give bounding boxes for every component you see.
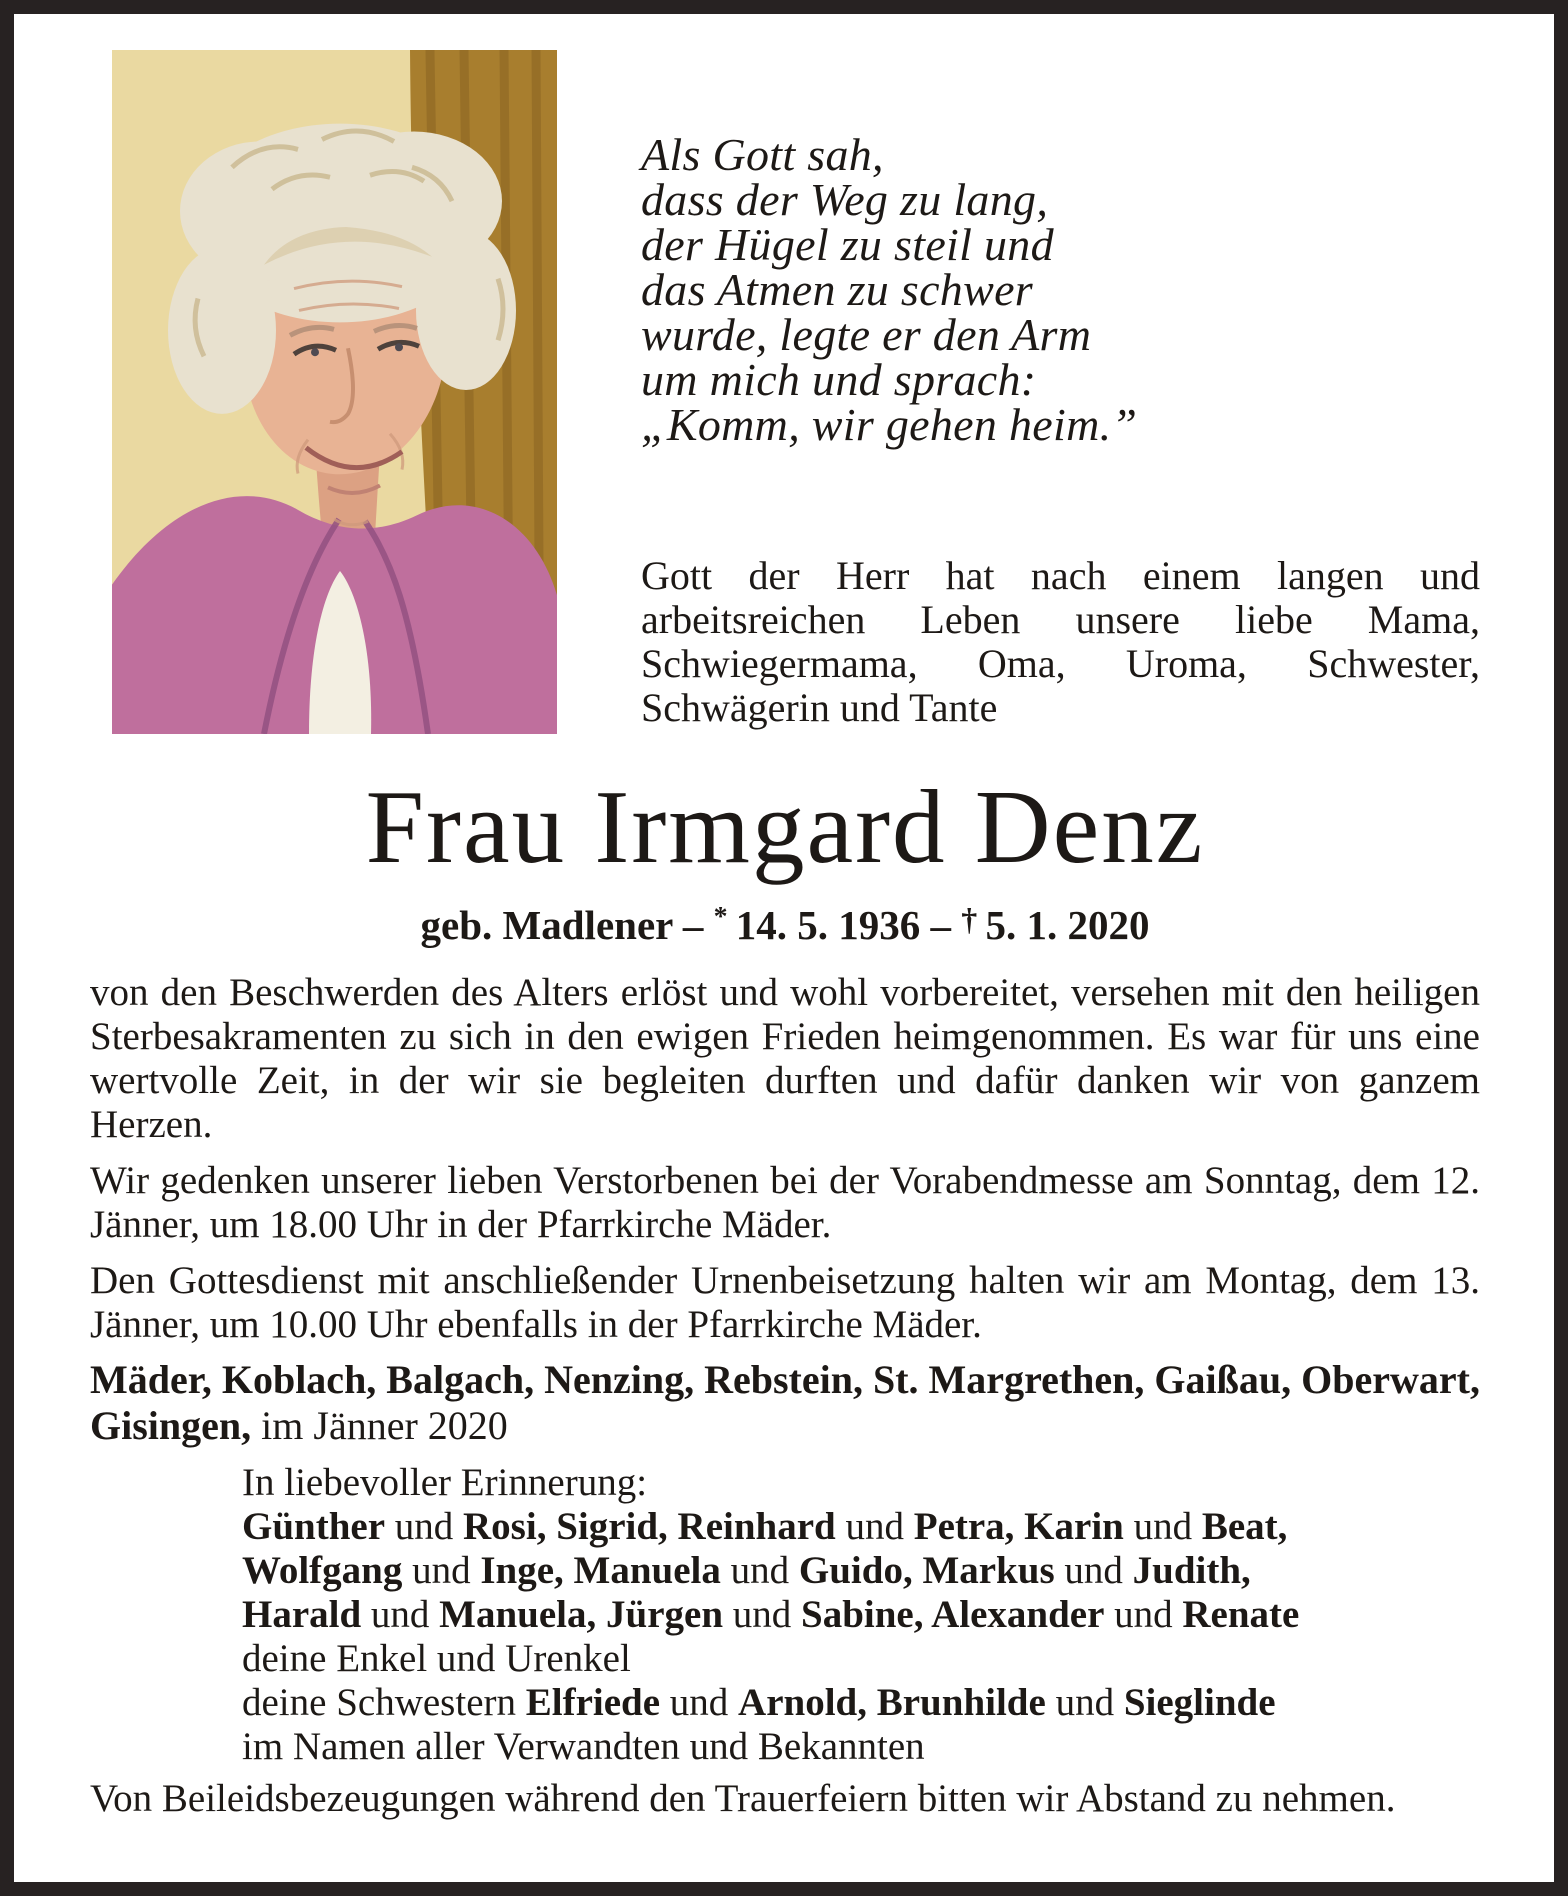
poem-line: dass der Weg zu lang, (641, 174, 1049, 225)
poem-line: das Atmen zu schwer (641, 264, 1034, 315)
memorial-names-line: Wolfgang und Inge, Manuela und Guido, Markus und Judith, (242, 1548, 1251, 1592)
memorial-sisters-line: deine Schwestern Elfriede und Arnold, Brunhilde und Sieglinde (242, 1680, 1276, 1724)
poem-line: Als Gott sah, (641, 129, 884, 180)
intro-text: Gott der Herr hat nach einem langen und arbeitsreichen Leben unsere liebe Mama, Schwiegermama, Oma, Uroma, Schwester, Schwägerin und Tante (641, 553, 1480, 730)
deceased-name: Frau Irmgard Denz (365, 768, 1205, 885)
memorial-section (242, 1461, 1480, 1769)
poem-line: wurde, legte er den Arm (641, 309, 1092, 360)
memorial-names-line: Harald und Manuela, Jürgen und Sabine, Alexander und Renate (242, 1592, 1300, 1636)
right-column (641, 50, 1480, 736)
paragraph-death-notice: von den Beschwerden des Alters erlöst und wohl vorbereitet, versehen mit den heiligen Sterbesakramenten zu sich in den ewigen Frieden heimgenommen. Es war für uns eine wertvolle Zeit, in der wir sie begleiten durften und dafür danken wir von ganzem Herzen. (90, 970, 1480, 1146)
memorial-poem (641, 129, 1480, 450)
birth-death-line: geb. Madlener – * 14. 5. 1936 – † 5. 1. 2020 (420, 901, 1150, 948)
places-line: Mäder, Koblach, Balgach, Nenzing, Rebstein, St. Margrethen, Gaißau, Oberwart, Gisingen, im Jänner 2020 (90, 1356, 1480, 1448)
paragraph-vigil-mass: Wir gedenken unserer lieben Verstorbenen bei der Vorabendmesse am Sonntag, dem 12. Jänner, um 18.00 Uhr in der Pfarrkirche Mäder. (90, 1158, 1480, 1246)
memorial-heading: In liebevoller Erinnerung: (242, 1460, 648, 1504)
memorial-names-line: Günther und Rosi, Sigrid, Reinhard und Petra, Karin und Beat, (242, 1504, 1288, 1548)
memorial-relatives-line: deine Enkel und Urenkel (242, 1636, 631, 1680)
poem-line: der Hügel zu steil und (641, 219, 1054, 270)
top-section (90, 50, 1480, 736)
portrait-photo (112, 50, 557, 734)
portrait-illustration (112, 50, 557, 734)
poem-line: um mich und sprach: (641, 354, 1037, 405)
memorial-closing-line: im Namen aller Verwandten und Bekannten (242, 1724, 925, 1768)
condolence-note: Von Beileidsbezeugungen während den Trauerfeiern bitten wir Abstand zu nehmen. (90, 1776, 1396, 1820)
paragraph-funeral-service: Den Gottesdienst mit anschließender Urnenbeisetzung halten wir am Montag, dem 13. Jänner, um 10.00 Uhr ebenfalls in der Pfarrkirche Mäder. (90, 1258, 1480, 1346)
poem-line: „Komm, wir gehen heim.” (641, 399, 1138, 450)
